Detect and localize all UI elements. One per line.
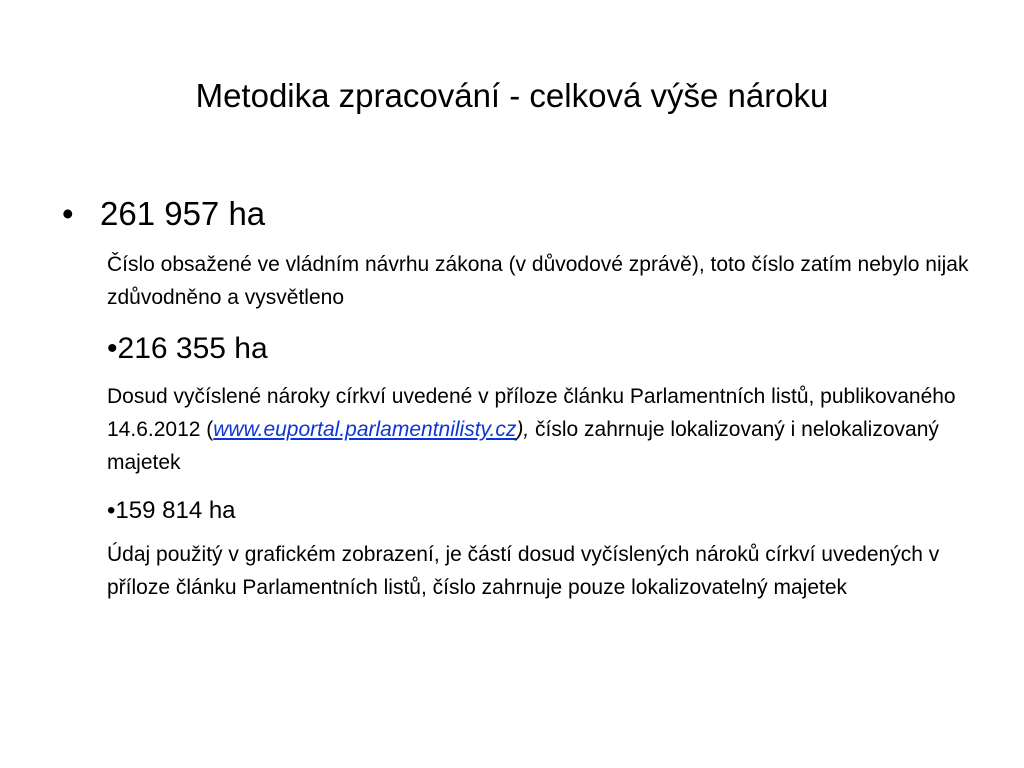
description-2-after: číslo zahrnuje lokalizovaný i nelokalizovaný majetek <box>107 418 939 474</box>
description-3: Údaj použitý v grafickém zobrazení, je částí dosud vyčíslených nároků církví uvedených v příloze článku Parlamentních listů, číslo zahrnuje pouze lokalizovatelný majetek <box>107 543 940 599</box>
description-2 <box>107 380 987 479</box>
slide-title: Metodika zpracování - celková výše nároku <box>195 77 829 114</box>
bullet-item-2 <box>107 327 268 371</box>
bullet-heading-1: 261 957 ha <box>100 195 266 232</box>
description-2-mid: ), <box>516 418 530 441</box>
bullet-item-3 <box>107 493 236 529</box>
source-link[interactable]: www.euportal.parlamentnilisty.cz <box>213 418 517 441</box>
bullet-item-1 <box>62 190 265 238</box>
bullet-dot: • <box>107 497 116 524</box>
description-2-before: Dosud vyčíslené nároky církví uvedené v příloze článku Parlamentních listů, publikovaného 14.6.2012 ( <box>107 385 956 441</box>
bullet-heading-2: 216 355 ha <box>117 332 268 365</box>
description-1: Číslo obsažené ve vládním návrhu zákona (v důvodové zprávě), toto číslo zatím nebylo nijak zdůvodněno a vysvětleno <box>107 253 969 309</box>
bullet-heading-3: 159 814 ha <box>115 497 236 524</box>
bullet-dot: • <box>107 332 118 365</box>
bullet-dot: • <box>62 195 74 232</box>
